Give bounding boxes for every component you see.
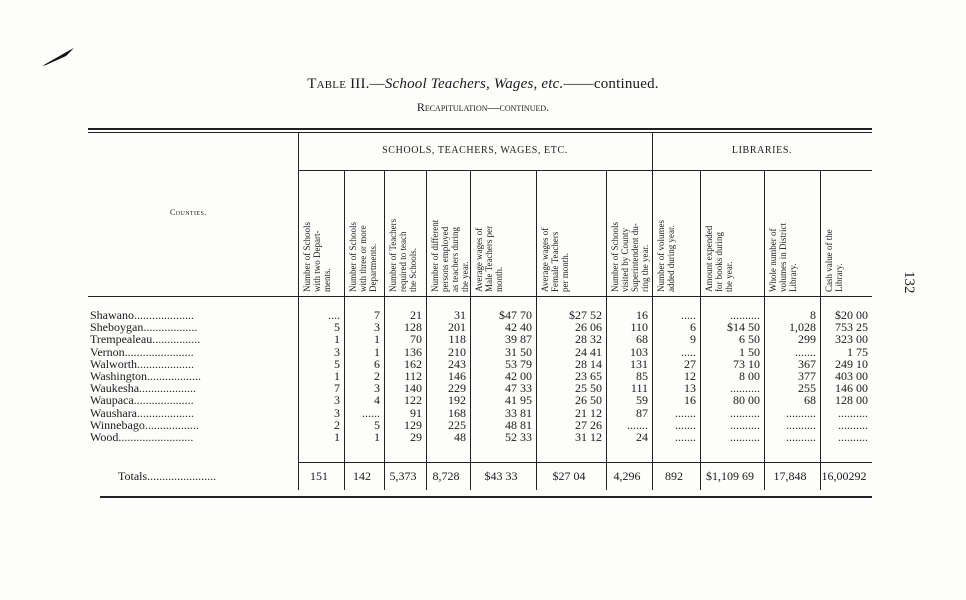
table-cell: 17,848 <box>773 469 807 483</box>
table-cell: 42 40 <box>505 320 532 335</box>
column-header-11 <box>824 174 870 292</box>
table-cell: .......... <box>838 405 868 420</box>
column-header-label: Number of volumes added during year. <box>656 220 676 292</box>
column-header-label: Average wages of Male Teachers per month. <box>474 225 504 292</box>
column-header-9 <box>704 174 762 292</box>
table-cell: 229 <box>448 381 466 396</box>
column-header-8 <box>656 174 698 292</box>
table-cell: .......... <box>786 417 816 432</box>
ink-mark <box>40 46 76 68</box>
column-header-label: Whole number of volumes in District Library. <box>768 223 798 292</box>
column-header-1 <box>302 174 342 292</box>
column-header-4 <box>430 174 468 292</box>
table-cell: 118 <box>448 332 466 347</box>
table-cell: 48 81 <box>505 417 532 432</box>
table-cell: 1,028 <box>789 320 816 335</box>
column-header-label: Number of different persons employed as teachers during the year. <box>430 219 470 292</box>
county-name: Waushara................... <box>90 405 195 420</box>
table-cell: 892 <box>665 469 683 483</box>
table-cell: 1 <box>334 332 340 347</box>
table-cell: 367 <box>798 356 816 371</box>
table-cell: 136 <box>404 344 422 359</box>
table-cell: $27 52 <box>569 308 602 322</box>
table-cell: ....... <box>675 417 696 432</box>
table-cell: ....... <box>675 405 696 420</box>
table-cell: 21 <box>410 308 422 322</box>
table-cell: 142 <box>353 469 371 483</box>
table-cell: 12 <box>684 369 696 383</box>
header-rule <box>88 296 872 297</box>
column-header-6 <box>540 174 604 292</box>
column-header-7 <box>610 174 650 292</box>
table-cell: 1 50 <box>739 344 760 359</box>
table-cell: 16,00292 <box>821 469 867 483</box>
table-cell: 16 <box>684 393 696 408</box>
table-cell: ....... <box>795 344 816 359</box>
table-cell: ..... <box>681 308 696 322</box>
county-name: Winnebago.................. <box>90 417 199 432</box>
table-cell: 103 <box>630 344 648 359</box>
table-cell: 48 <box>454 430 466 444</box>
column-header-label: Number of Schools visited by County Superintendent du- ring the year. <box>610 222 650 292</box>
table-cell: 249 10 <box>835 356 868 371</box>
table-cell: 27 26 <box>575 417 602 432</box>
table-cell: 68 <box>804 393 816 408</box>
table-cell: 87 <box>636 405 648 420</box>
table-cell: 5,373 <box>389 469 417 483</box>
table-cell: 146 00 <box>835 381 868 396</box>
table-cell: 1 <box>374 332 380 347</box>
table-cell: ..... <box>681 344 696 359</box>
table-cell: 255 <box>798 381 816 396</box>
table-cell: 2 <box>374 369 380 383</box>
table-cell: 31 <box>454 308 466 322</box>
column-header-label: Number of Teachers required to teach the Schools. <box>388 218 418 292</box>
table-cell: .......... <box>786 405 816 420</box>
top-rule-thick <box>88 128 872 130</box>
table-cell: .......... <box>838 417 868 432</box>
table-cell: 21 12 <box>575 405 602 420</box>
table-cell: 225 <box>448 417 466 432</box>
table-cell: 168 <box>448 405 466 420</box>
table-cell: 110 <box>630 320 648 335</box>
table-cell: 70 <box>410 332 422 347</box>
table-cell: 24 41 <box>575 344 602 359</box>
table-cell: 7 <box>334 381 340 396</box>
county-name: Shawano.................... <box>90 308 194 322</box>
table-cell: 129 <box>404 417 422 432</box>
table-cell: 140 <box>404 381 422 396</box>
table-cell: 73 10 <box>733 356 760 371</box>
table-cell: 3 <box>374 320 380 335</box>
table-cell: 41 95 <box>505 393 532 408</box>
table-cell: 323 00 <box>835 332 868 347</box>
table-cell: .......... <box>786 430 816 444</box>
table-cell: 111 <box>630 381 648 396</box>
county-name: Waukesha................... <box>90 381 197 396</box>
table-cell: 39 87 <box>505 332 532 347</box>
county-name: Sheboygan.................. <box>90 320 198 335</box>
table-cell: 42 00 <box>505 369 532 383</box>
table-subtitle: Recapitulation—continued. <box>416 100 550 114</box>
table-cell: 192 <box>448 393 466 408</box>
table-cell: 33 81 <box>505 405 532 420</box>
table-cell: 8 00 <box>739 369 760 383</box>
table-cell: .......... <box>730 430 760 444</box>
top-rule-thin <box>88 132 872 133</box>
table-cell: 23 65 <box>575 369 602 383</box>
table-cell: 68 <box>636 332 648 347</box>
table-cell: 6 <box>690 320 696 335</box>
table-cell: 80 00 <box>733 393 760 408</box>
table-cell: 47 33 <box>505 381 532 396</box>
table-cell: 151 <box>310 469 328 483</box>
table-cell: 5 <box>334 356 340 371</box>
table-cell: 5 <box>334 320 340 335</box>
table-cell: 26 50 <box>575 393 602 408</box>
table-cell: 1 <box>334 369 340 383</box>
column-header-label: Number of Schools with three or more Departments. <box>348 222 378 292</box>
table-cell: .......... <box>838 430 868 444</box>
column-header-2 <box>348 174 382 292</box>
table-cell: $1,109 69 <box>706 469 754 483</box>
table-cell: $27 04 <box>552 469 586 483</box>
table-cell: 24 <box>636 430 648 444</box>
column-header-label: Number of Schools with two Depart- ments. <box>302 222 332 292</box>
table-cell: 26 06 <box>575 320 602 335</box>
table-cell: 377 <box>798 369 816 383</box>
table-cell: $20 00 <box>835 308 868 322</box>
table-cell: 52 33 <box>505 430 532 444</box>
counties-header: Counties. <box>170 208 207 217</box>
column-header-10 <box>768 174 818 292</box>
table-cell: 4,296 <box>613 469 641 483</box>
table-cell: 7 <box>374 308 380 322</box>
table-cell: $14 50 <box>727 320 760 335</box>
column-header-5 <box>474 174 534 292</box>
table-cell: 753 25 <box>835 320 868 335</box>
table-cell: 243 <box>448 356 466 371</box>
table-cell: $47 70 <box>499 308 532 322</box>
table-cell: 9 <box>690 332 696 347</box>
table-cell: 4 <box>374 393 380 408</box>
table-cell: 6 50 <box>739 332 760 347</box>
table-cell: 29 <box>410 430 422 444</box>
table-cell: 5 <box>374 417 380 432</box>
group-header-schools: SCHOOLS, TEACHERS, WAGES, ETC. <box>382 145 568 156</box>
table-cell: 3 <box>334 405 340 420</box>
county-name: Wood......................... <box>90 430 194 444</box>
table-cell: 8,728 <box>432 469 460 483</box>
table-cell: 85 <box>636 369 648 383</box>
table-cell: 6 <box>374 356 380 371</box>
table-cell: 16 <box>636 308 648 322</box>
column-header-3 <box>388 174 424 292</box>
bottom-rule <box>100 496 872 498</box>
table-cell: 31 50 <box>505 344 532 359</box>
table-cell: 91 <box>410 405 422 420</box>
county-name: Waupaca.................... <box>90 393 194 408</box>
table-cell: 28 32 <box>575 332 602 347</box>
table-cell: 1 <box>334 430 340 444</box>
table-cell: 3 <box>334 344 340 359</box>
table-cell: 13 <box>684 381 696 396</box>
table-cell: 28 14 <box>575 356 602 371</box>
column-header-label: Amount expended for books during the year. <box>704 225 734 292</box>
table-cell: 31 12 <box>575 430 602 444</box>
page-number: 132 <box>901 271 917 294</box>
table-cell: .......... <box>730 405 760 420</box>
table-cell: 1 75 <box>847 344 868 359</box>
table-cell: 2 <box>334 417 340 432</box>
column-header-label: Average wages of Female Teachers per month. <box>540 227 570 292</box>
table-cell: ....... <box>627 417 648 432</box>
county-name: Walworth................... <box>90 356 195 371</box>
table-cell: ...... <box>362 405 380 420</box>
table-cell: 146 <box>448 369 466 383</box>
table-cell: $43 33 <box>484 469 518 483</box>
table-cell: ....... <box>675 430 696 444</box>
county-name: Washington.................. <box>90 369 202 383</box>
table-cell: 122 <box>404 393 422 408</box>
table-title: Table III.—School Teachers, Wages, etc.——continued. <box>307 76 659 92</box>
table-cell: 299 <box>798 332 816 347</box>
table-cell: 27 <box>684 356 696 371</box>
county-name: Vernon....................... <box>90 344 194 359</box>
table-cell: 53 79 <box>505 356 532 371</box>
table-cell: 128 <box>404 320 422 335</box>
table-cell: 162 <box>404 356 422 371</box>
table-cell: .......... <box>730 417 760 432</box>
table-cell: 128 00 <box>835 393 868 408</box>
table-cell: 8 <box>810 308 816 322</box>
table-cell: 59 <box>636 393 648 408</box>
table-cell: 201 <box>448 320 466 335</box>
table-cell: 112 <box>404 369 422 383</box>
table-cell: .......... <box>730 381 760 396</box>
county-name: Trempealeau................ <box>90 332 201 347</box>
table-cell: 1 <box>374 344 380 359</box>
table-cell: 131 <box>630 356 648 371</box>
totals-label: Totals....................... <box>118 469 217 483</box>
table-cell: 210 <box>448 344 466 359</box>
table-cell: .... <box>328 308 340 322</box>
table-cell: 3 <box>334 393 340 408</box>
table-cell: 1 <box>374 430 380 444</box>
column-header-label: Cash value of the Library. <box>824 229 844 292</box>
group-header-libraries: LIBRARIES. <box>731 145 793 156</box>
table-cell: 3 <box>374 381 380 396</box>
table-cell: .......... <box>730 308 760 322</box>
table-cell: 403 00 <box>835 369 868 383</box>
table-cell: 25 50 <box>575 381 602 396</box>
